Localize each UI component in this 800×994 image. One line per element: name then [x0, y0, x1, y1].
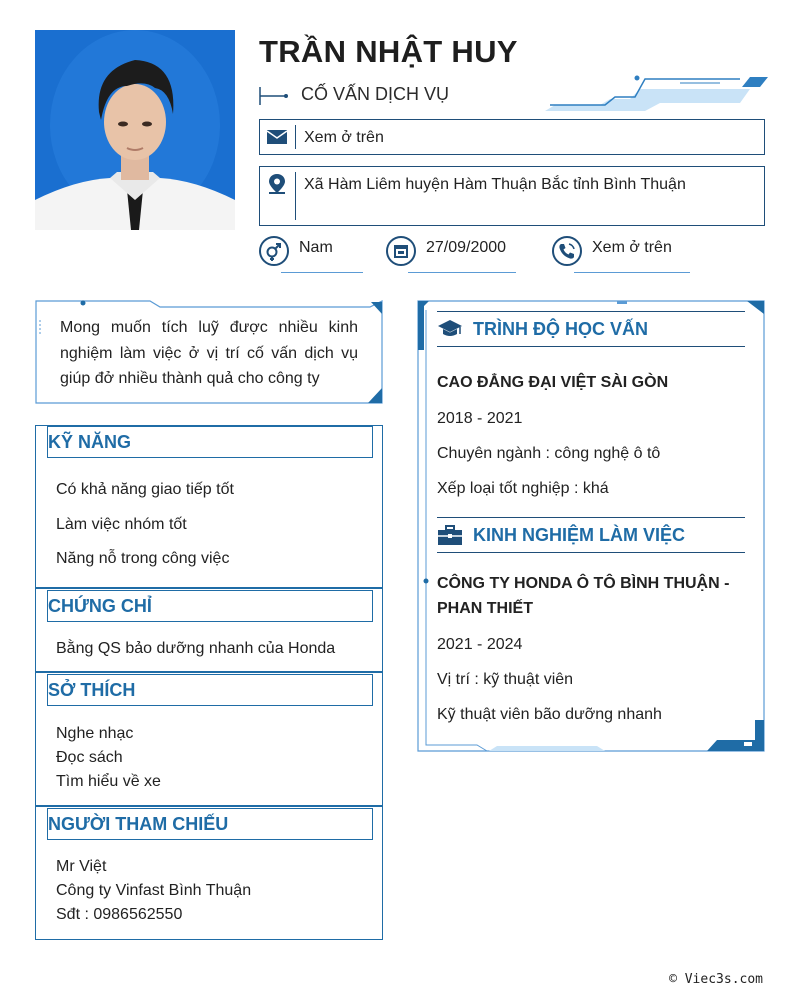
title-line-icon	[259, 87, 289, 105]
address-value: Xã Hàm Liêm huyện Hàm Thuận Bắc tỉnh Bình Thuận	[304, 176, 686, 193]
experience-header	[437, 517, 745, 553]
list-item: Sđt : 0986562550	[56, 906, 183, 923]
underline	[281, 272, 363, 273]
experience-position: Vị trí : kỹ thuật viên	[437, 671, 574, 688]
portrait-icon	[35, 30, 235, 230]
location-pin-icon	[266, 173, 288, 195]
list-item: Có khả năng giao tiếp tốt	[56, 481, 234, 498]
objective-box	[35, 300, 383, 404]
profile-photo	[35, 30, 235, 230]
email-field	[259, 119, 765, 155]
right-panel	[417, 300, 765, 752]
phone-icon	[552, 236, 582, 266]
company-name-cont: PHAN THIẾT	[437, 600, 533, 617]
certificates-section	[35, 588, 383, 672]
section-header	[47, 808, 373, 840]
experience-description: Kỹ thuật viên bão dưỡng nhanh	[437, 706, 662, 723]
divider	[295, 125, 296, 149]
graduation-cap-icon	[437, 318, 463, 340]
section-header	[47, 590, 373, 622]
underline	[574, 272, 690, 273]
references-section	[35, 806, 383, 940]
job-title: CỐ VẤN DỊCH VỤ	[301, 84, 450, 104]
company-name: CÔNG TY HONDA Ô TÔ BÌNH THUẬN -	[437, 575, 730, 592]
list-item: Mr Việt	[56, 858, 107, 875]
education-header	[437, 311, 745, 347]
dob-value: 27/09/2000	[426, 239, 507, 256]
section-header	[47, 674, 373, 706]
phone-value: Xem ở trên	[592, 239, 672, 256]
envelope-icon	[266, 126, 288, 148]
list-item: Bằng QS bảo dưỡng nhanh của Honda	[56, 640, 336, 657]
education-period: 2018 - 2021	[437, 410, 523, 427]
list-item: Đọc sách	[56, 749, 123, 766]
objective-text: Mong muốn tích luỹ được nhiều kinh nghiệm làm việc ở vị trí cố vấn dịch vụ giúp đở nhiều thành quả cho công ty	[60, 319, 358, 387]
list-item: Tìm hiểu về xe	[56, 773, 161, 790]
education-major: Chuyên ngành : công nghệ ô tô	[437, 445, 661, 462]
calendar-icon	[386, 236, 416, 266]
briefcase-icon	[437, 524, 463, 546]
section-title: KỸ NĂNG	[48, 432, 132, 452]
school-name: CAO ĐẲNG ĐẠI VIỆT SÀI GÒN	[437, 374, 669, 391]
divider	[295, 172, 296, 220]
header-decoration-icon	[540, 75, 770, 113]
section-title: SỞ THÍCH	[48, 680, 136, 700]
gender-icon	[259, 236, 289, 266]
section-title: CHỨNG CHỈ	[48, 596, 152, 616]
list-item: Làm việc nhóm tốt	[56, 516, 187, 533]
gender-field	[259, 236, 369, 276]
candidate-name: TRẦN NHẬT HUY	[259, 34, 518, 69]
section-title: KINH NGHIỆM LÀM VIỆC	[473, 525, 686, 545]
gender-value: Nam	[299, 239, 333, 256]
section-title: NGƯỜI THAM CHIẾU	[48, 814, 229, 834]
experience-period: 2021 - 2024	[437, 636, 523, 653]
hobbies-section	[35, 672, 383, 806]
dob-field	[386, 236, 521, 276]
section-header	[47, 426, 373, 458]
footer-credit: © Viec3s.com	[669, 972, 763, 987]
list-item: Năng nỗ trong công việc	[56, 550, 230, 567]
section-title: TRÌNH ĐỘ HỌC VẤN	[473, 319, 648, 339]
list-item: Nghe nhạc	[56, 725, 134, 742]
underline	[408, 272, 516, 273]
education-grade: Xếp loại tốt nghiệp : khá	[437, 480, 609, 497]
skills-section	[35, 425, 383, 588]
address-field	[259, 166, 765, 226]
phone-field	[552, 236, 692, 276]
list-item: Công ty Vinfast Bình Thuận	[56, 882, 252, 899]
email-value: Xem ở trên	[304, 129, 384, 146]
